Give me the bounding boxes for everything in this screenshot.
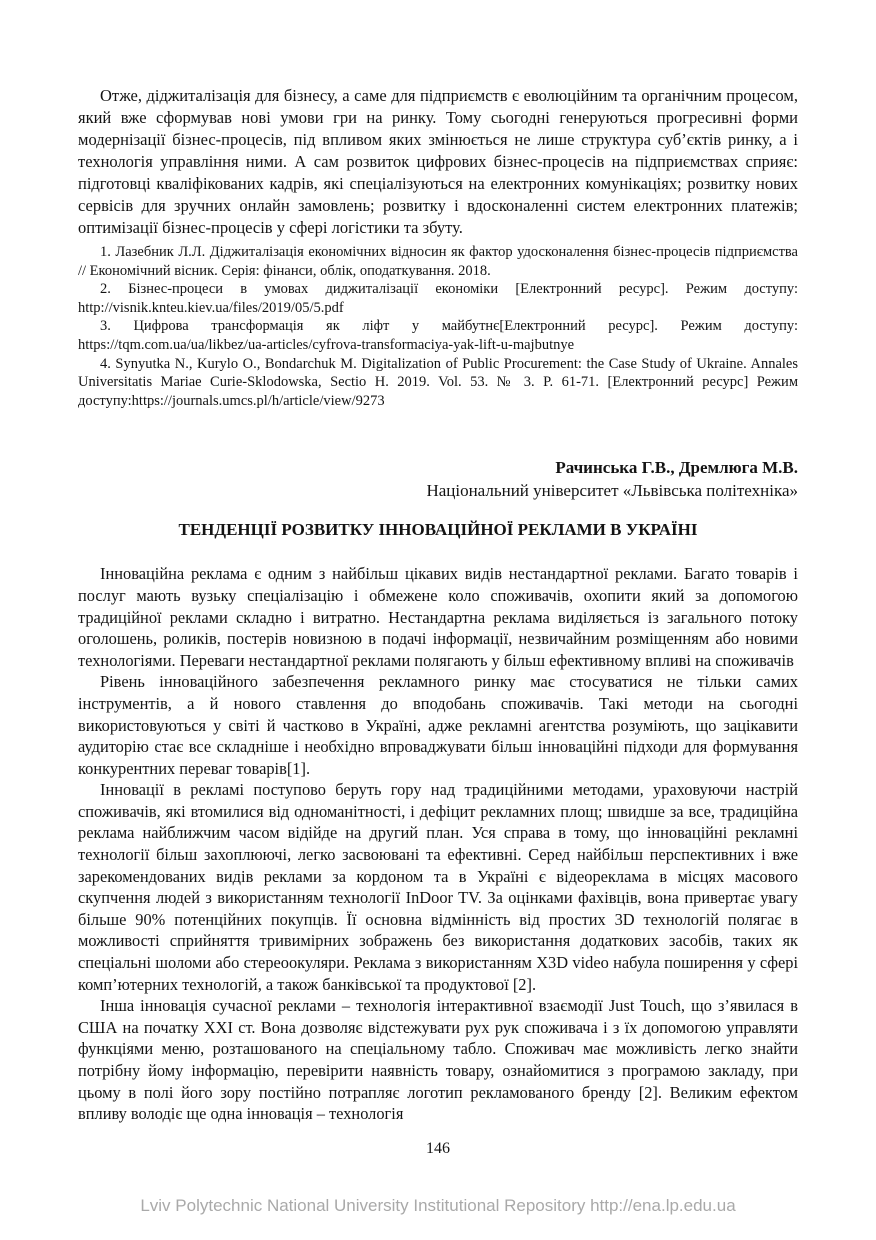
byline-block [78, 456, 798, 502]
body-paragraph-4: Інша інновація сучасної реклами – технологія інтерактивної взаємодії Just Touch, що з’явилася в США на початку XXI ст. Вона дозволяє відстежувати рух рук споживача і з їх допомогою управляти функціями меню, розташованого на спеціальному табло. Споживач має можливість легко знайти потрібну йому інформацію, перевірити наявність товару, ознайомитися з програмою закладу, при цьому в полі його зору постійно потрапляє логотип рекламованого бренду [2]. Великим ефектом впливу володіє ще одна інновація – технологія [78, 996, 798, 1124]
body-paragraph-1: Інноваційна реклама є одним з найбільш цікавих видів нестандартної реклами. Багато товарів і послуг мають вузьку спеціалізацію і обмежене коло споживачів, охопити який за допомогою традиційної реклами складно і витратно. Нестандартна реклама виділяється із загального потоку оголошень, роликів, постерів новизною в подачі інформації, незвичайним розміщенням або новими технологіями. Переваги нестандартної реклами полягають у більш ефективному впливі на споживачів [78, 564, 798, 670]
body-paragraph-3: Інновації в рекламі поступово беруть гору над традиційними методами, ураховуючи настрій споживачів, які втомилися від одноманітності, і дефіцит рекламних площ; швидше за все, традиційна реклама найближчим часом відійде на другий план. Уся справа в тому, що інноваційні рекламні технології більш захоплюючі, легко засвоювані та ефективні. Серед найбільш перспективних і вже зарекомендованих видів реклами за кордоном та в Україні є відеореклама в місцях масового скупчення людей з використанням технології InDoor TV. За оцінками фахівців, вона привертає увагу більше 90% потенційних покупців. Її основна відмінність від простих 3D технологій полягає в можливості сприйняття тривимірних зображень без використання додаткових засобів, таких як спеціальні шоломи або стереоокуляри. Реклама з використанням X3D video набула поширення у сфері комп’ютерних технологій, а також банківської та продуктової [2]. [78, 780, 798, 994]
reference-item-3: 3. Цифрова трансформація як ліфт у майбутнє[Електронний ресурс]. Режим доступу: https://tqm.com.ua/ua/likbez/ua-articles/cyfrova-transformaciya-yak-lift-u-majbutnye [78, 318, 798, 353]
authors-line: Рачинська Г.В., Дремлюга М.В. [555, 458, 798, 478]
reference-item-2: 2. Бізнес-процеси в умовах диджиталізації економіки [Електронний ресурс]. Режим доступу: http://visnik.knteu.kiev.ua/files/2019/05/5.pdf [78, 281, 798, 316]
affiliation-line: Національний університет «Львівська політехніка» [426, 481, 798, 501]
repository-footer-text: Lviv Polytechnic National University Institutional Repository http://ena.lp.edu.ua [140, 1196, 736, 1215]
references-list [78, 243, 798, 410]
intro-paragraph: Отже, діджиталізація для бізнесу, а саме для підприємств є еволюційним та органічним процесом, який вже сформував нові умови гри на ринку. Тому сьогодні генеруються прогресивні форми модернізації бізнес-процесів, під впливом яких змінюється не лише структура суб’єктів ринку, а і технологія управління ними. А сам розвиток цифрових бізнес-процесів на підприємствах сприяє: підготовці кваліфікованих кадрів, які спеціалізуються на електронних комунікаціях; розвитку нових сервісів для зручних онлайн замовлень; розвитку і вдосконаленні систем електронних платежів; оптимізації бізнес-процесів у сфері логістики та збуту. [78, 86, 798, 237]
page-number: 146 [426, 1139, 450, 1157]
body-paragraph-2: Рівень інноваційного забезпечення рекламного ринку має стосуватися не тільки самих інструментів, а й нового ставлення до вподобань споживачів. Такі методи на сьогодні використовуються у світі й частково в Україні, адже рекламні агентства розуміють, що зацікавити аудиторію стає все складніше і необхідно впроваджувати більш інноваційні підходи для формування конкурентних переваг товарів[1]. [78, 672, 798, 778]
reference-item-1: 1. Лазебник Л.Л. Діджиталізація економічних відносин як фактор удосконалення бізнес-процесів підприємства // Економічний вісник. Серія: фінанси, облік, оподаткування. 2018. [78, 244, 798, 279]
reference-item-4: 4. Synyutka N., Kurylo O., Bondarchuk M. Digitalization of Public Procurement: the Case Study of Ukraine. Annales Universitatis Mariae Curie-Sklodowska, Sectio H. 2019. Vol. 53. № 3. P. 61-71. [Електронний ресурс] Режим доступу:https://journals.umcs.pl/h/article/view/9273 [78, 355, 798, 409]
article-body [78, 563, 798, 1124]
article-title: ТЕНДЕНЦІЇ РОЗВИТКУ ІННОВАЦІЙНОЇ РЕКЛАМИ В УКРАЇНІ [178, 520, 698, 540]
